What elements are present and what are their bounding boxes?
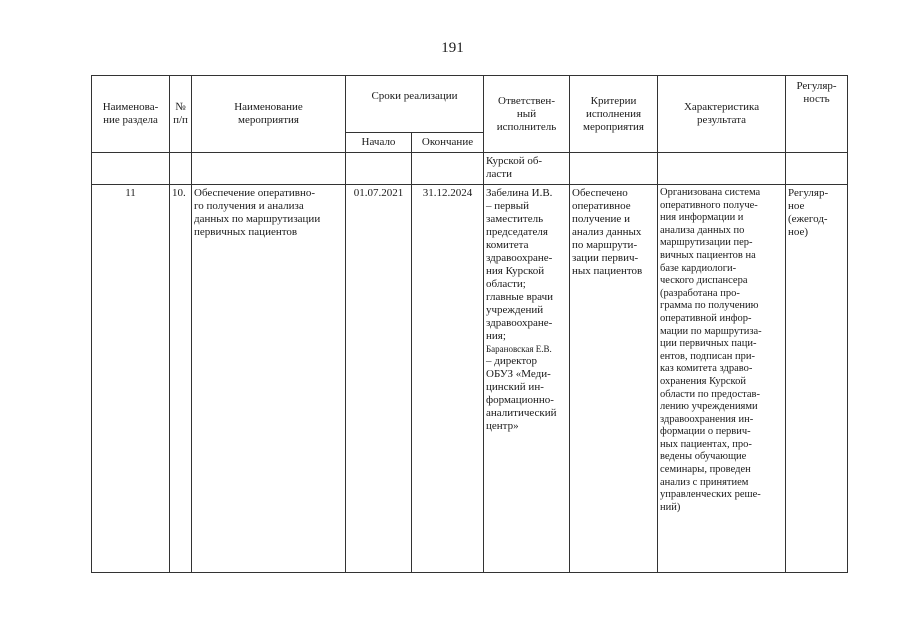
header-end: Окончание <box>412 133 484 153</box>
cell-empty <box>92 153 170 185</box>
header-section-name: Наименова- ние раздела <box>92 76 170 153</box>
table-row-continuation <box>92 153 848 185</box>
cell-event: Обеспечение оперативно- го получения и анализа данных по маршрутизации первичных пациентов <box>192 185 346 573</box>
responsible-rest: – директор ОБУЗ «Меди- цинский ин- формационно- аналитический центр» <box>486 355 557 432</box>
cell-start-date: 01.07.2021 <box>346 185 412 573</box>
cell-empty <box>346 153 412 185</box>
cell-empty <box>412 153 484 185</box>
cell-section: 11 <box>92 185 170 573</box>
header-regularity: Регуляр- ность <box>786 76 848 153</box>
header-number: № п/п <box>170 76 192 153</box>
measures-table <box>91 75 848 573</box>
header-responsible: Ответствен- ный исполнитель <box>484 76 570 153</box>
cell-end-date: 31.12.2024 <box>412 185 484 573</box>
cell-criteria: Обеспечено оперативное получение и анализ данных по маршрути- зации первич- ных пациентов <box>570 185 658 573</box>
header-event-name: Наименование мероприятия <box>192 76 346 153</box>
cell-responsible-continuation: Курской об- ласти <box>484 153 570 185</box>
responsible-name-small: Барановская Е.В. <box>486 344 552 354</box>
cell-result: Организована система оперативного получе- ния информации и анализа данных по маршрутизации пер- вичных пациентов на базе кардиологи- ческого диспансера (разработана про- грамма по получению оперативной инфор- мации по маршрутиза- ции первичных паци- ентов, подписан при- каз комитета здраво- охранения Курской области по предостав- лению учреждениями здравоохранения ин- формации о первич- ных пациентах, про- ведены обучающие семинары, проведен анализ с принятием управленческих реше- ний) <box>658 185 786 573</box>
cell-empty <box>570 153 658 185</box>
cell-empty <box>192 153 346 185</box>
header-row <box>92 76 848 133</box>
cell-empty <box>658 153 786 185</box>
header-criteria: Критерии исполнения мероприятия <box>570 76 658 153</box>
cell-number: 10. <box>170 185 192 573</box>
cell-empty <box>170 153 192 185</box>
responsible-main: Забелина И.В. – первый заместитель председателя комитета здравоохране- ния Курской области; главные врачи учреждений здравоохране- ния; <box>486 187 553 342</box>
header-start: Начало <box>346 133 412 153</box>
cell-empty <box>786 153 848 185</box>
cell-responsible <box>484 185 570 573</box>
header-deadlines: Сроки реализации <box>346 76 484 133</box>
cell-regularity: Регуляр- ное (ежегод- ное) <box>786 185 848 573</box>
page-number: 191 <box>441 40 464 56</box>
header-result: Характеристика результата <box>658 76 786 153</box>
table-row <box>92 185 848 573</box>
